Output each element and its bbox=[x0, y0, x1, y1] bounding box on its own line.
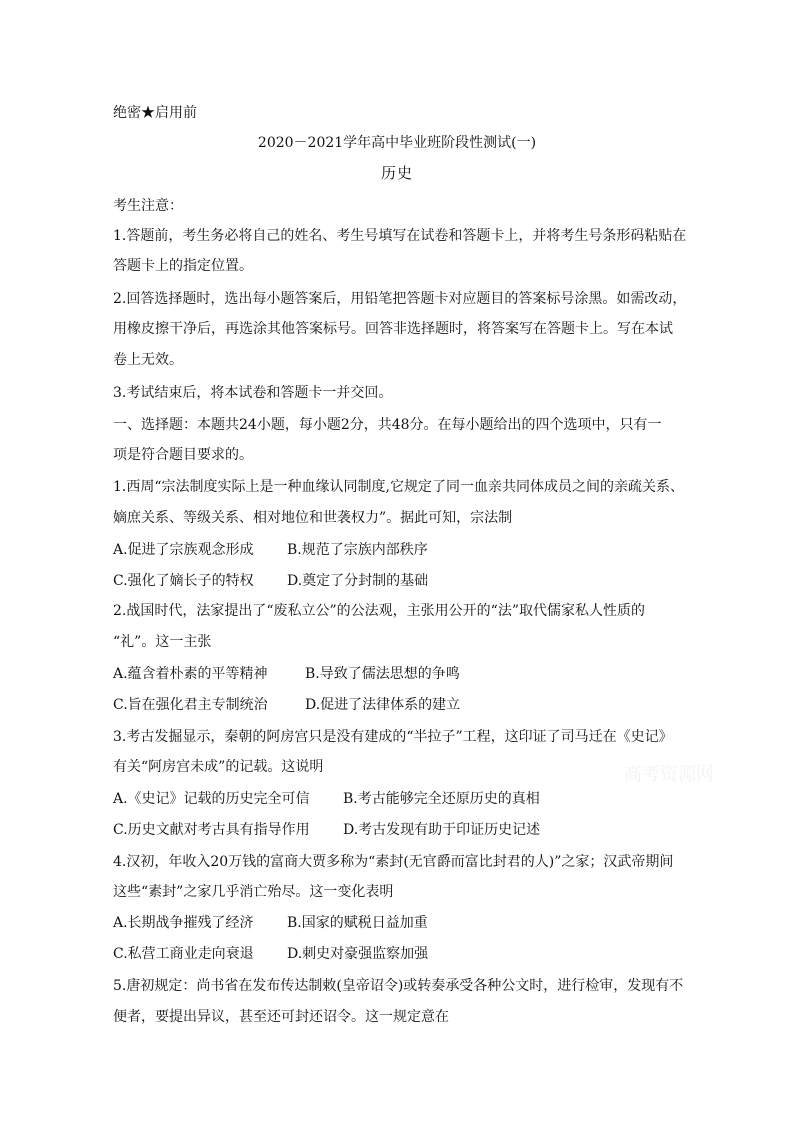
question-1-option-a: A.促进了宗族观念形成 bbox=[113, 542, 254, 558]
question-3-stem-line-1: 3.考古发掘显示，秦朝的阿房宫只是没有建成的“半拉子”工程，这印证了司马迁在《史记》 bbox=[113, 729, 673, 745]
question-4-option-c: C.私营工商业走向衰退 bbox=[113, 946, 254, 962]
question-2-option-c: C.旨在强化君主专制统治 bbox=[113, 697, 268, 713]
section-instruction-line-1: 一、选择题：本题共24小题，每小题2分，共48分。在每小题给出的四个选项中，只有一 bbox=[113, 417, 662, 433]
notice-item-3: 3.考试结束后，将本试卷和答题卡一并交回。 bbox=[113, 385, 393, 401]
watermark: 高考资源网 bbox=[624, 764, 714, 785]
question-3-option-d: D.考古发现有助于印证历史记述 bbox=[343, 822, 541, 838]
notice-item-2-line-2: 用橡皮擦干净后，再选涂其他答案标号。回答非选择题时，将答案写在答题卡上。写在本试 bbox=[113, 321, 673, 337]
question-3-option-b: B.考古能够完全还原历史的真相 bbox=[343, 791, 540, 807]
question-4-option-b: B.国家的赋税日益加重 bbox=[287, 915, 428, 931]
question-4-option-a: A.长期战争摧残了经济 bbox=[113, 915, 254, 931]
notice-item-1-line-2: 答题卡上的指定位置。 bbox=[113, 258, 253, 274]
question-2-option-b: B.导致了儒法思想的争鸣 bbox=[305, 666, 460, 682]
question-4-stem-line-2: 这些“素封”之家几乎消亡殆尽。这一变化表明 bbox=[113, 884, 394, 900]
question-4-stem-line-1: 4.汉初，年收入20万钱的富商大贾多称为“素封(无官爵而富比封君的人)”之家；汉武帝期间 bbox=[113, 854, 674, 870]
notice-item-1-line-1: 1.答题前，考生务必将自己的姓名、考生号填写在试卷和答题卡上，并将考生号条形码粘贴在 bbox=[113, 228, 687, 244]
section-instruction-line-2: 项是符合题目要求的。 bbox=[113, 447, 253, 463]
question-1-stem-line-2: 嫡庶关系、等级关系、相对地位和世袭权力”。据此可知，宗法制 bbox=[113, 510, 513, 526]
question-1-option-c: C.强化了嫡长子的特权 bbox=[113, 573, 254, 589]
question-5-stem-line-1: 5.唐初规定：尚书省在发布传达制敕(皇帝诏令)或转奏承受各种公文时，进行检审，发现有不 bbox=[113, 978, 684, 994]
question-2-option-d: D.促进了法律体系的建立 bbox=[305, 697, 461, 713]
question-2-option-a: A.蕴含着朴素的平等精神 bbox=[113, 666, 268, 682]
secret-label: 绝密★启用前 bbox=[113, 105, 197, 121]
notice-item-2-line-3: 卷上无效。 bbox=[113, 352, 183, 368]
question-2-stem-line-2: “礼”。这一主张 bbox=[113, 634, 212, 650]
subject-title: 历史 bbox=[380, 164, 413, 182]
question-1-stem-line-1: 1.西周“宗法制度实际上是一种血缘认同制度,它规定了同一血亲共同体成员之间的亲疏关系、 bbox=[113, 479, 684, 495]
question-4-option-d: D.刺史对豪强监察加强 bbox=[287, 946, 429, 962]
question-3-option-c: C.历史文献对考古具有指导作用 bbox=[113, 822, 310, 838]
question-3-option-a: A.《史记》记载的历史完全可信 bbox=[113, 791, 310, 807]
question-3-stem-line-2: 有关“阿房宫未成”的记载。这说明 bbox=[113, 759, 324, 775]
question-1-option-d: D.奠定了分封制的基础 bbox=[287, 573, 429, 589]
exam-title: 2020－2021学年高中毕业班阶段性测试(一) bbox=[257, 135, 537, 151]
question-2-stem-line-1: 2.战国时代，法家提出了“废私立公”的公法观，主张用公开的“法”取代儒家私人性质的 bbox=[113, 603, 645, 619]
question-5-stem-line-2: 便者，要提出异议，甚至还可封还诏令。这一规定意在 bbox=[113, 1009, 449, 1025]
question-1-option-b: B.规范了宗族内部秩序 bbox=[287, 542, 428, 558]
notice-item-2-line-1: 2.回答选择题时，选出每小题答案后，用铅笔把答题卡对应题目的答案标号涂黑。如需改动， bbox=[113, 291, 687, 307]
notice-heading: 考生注意： bbox=[113, 198, 183, 214]
